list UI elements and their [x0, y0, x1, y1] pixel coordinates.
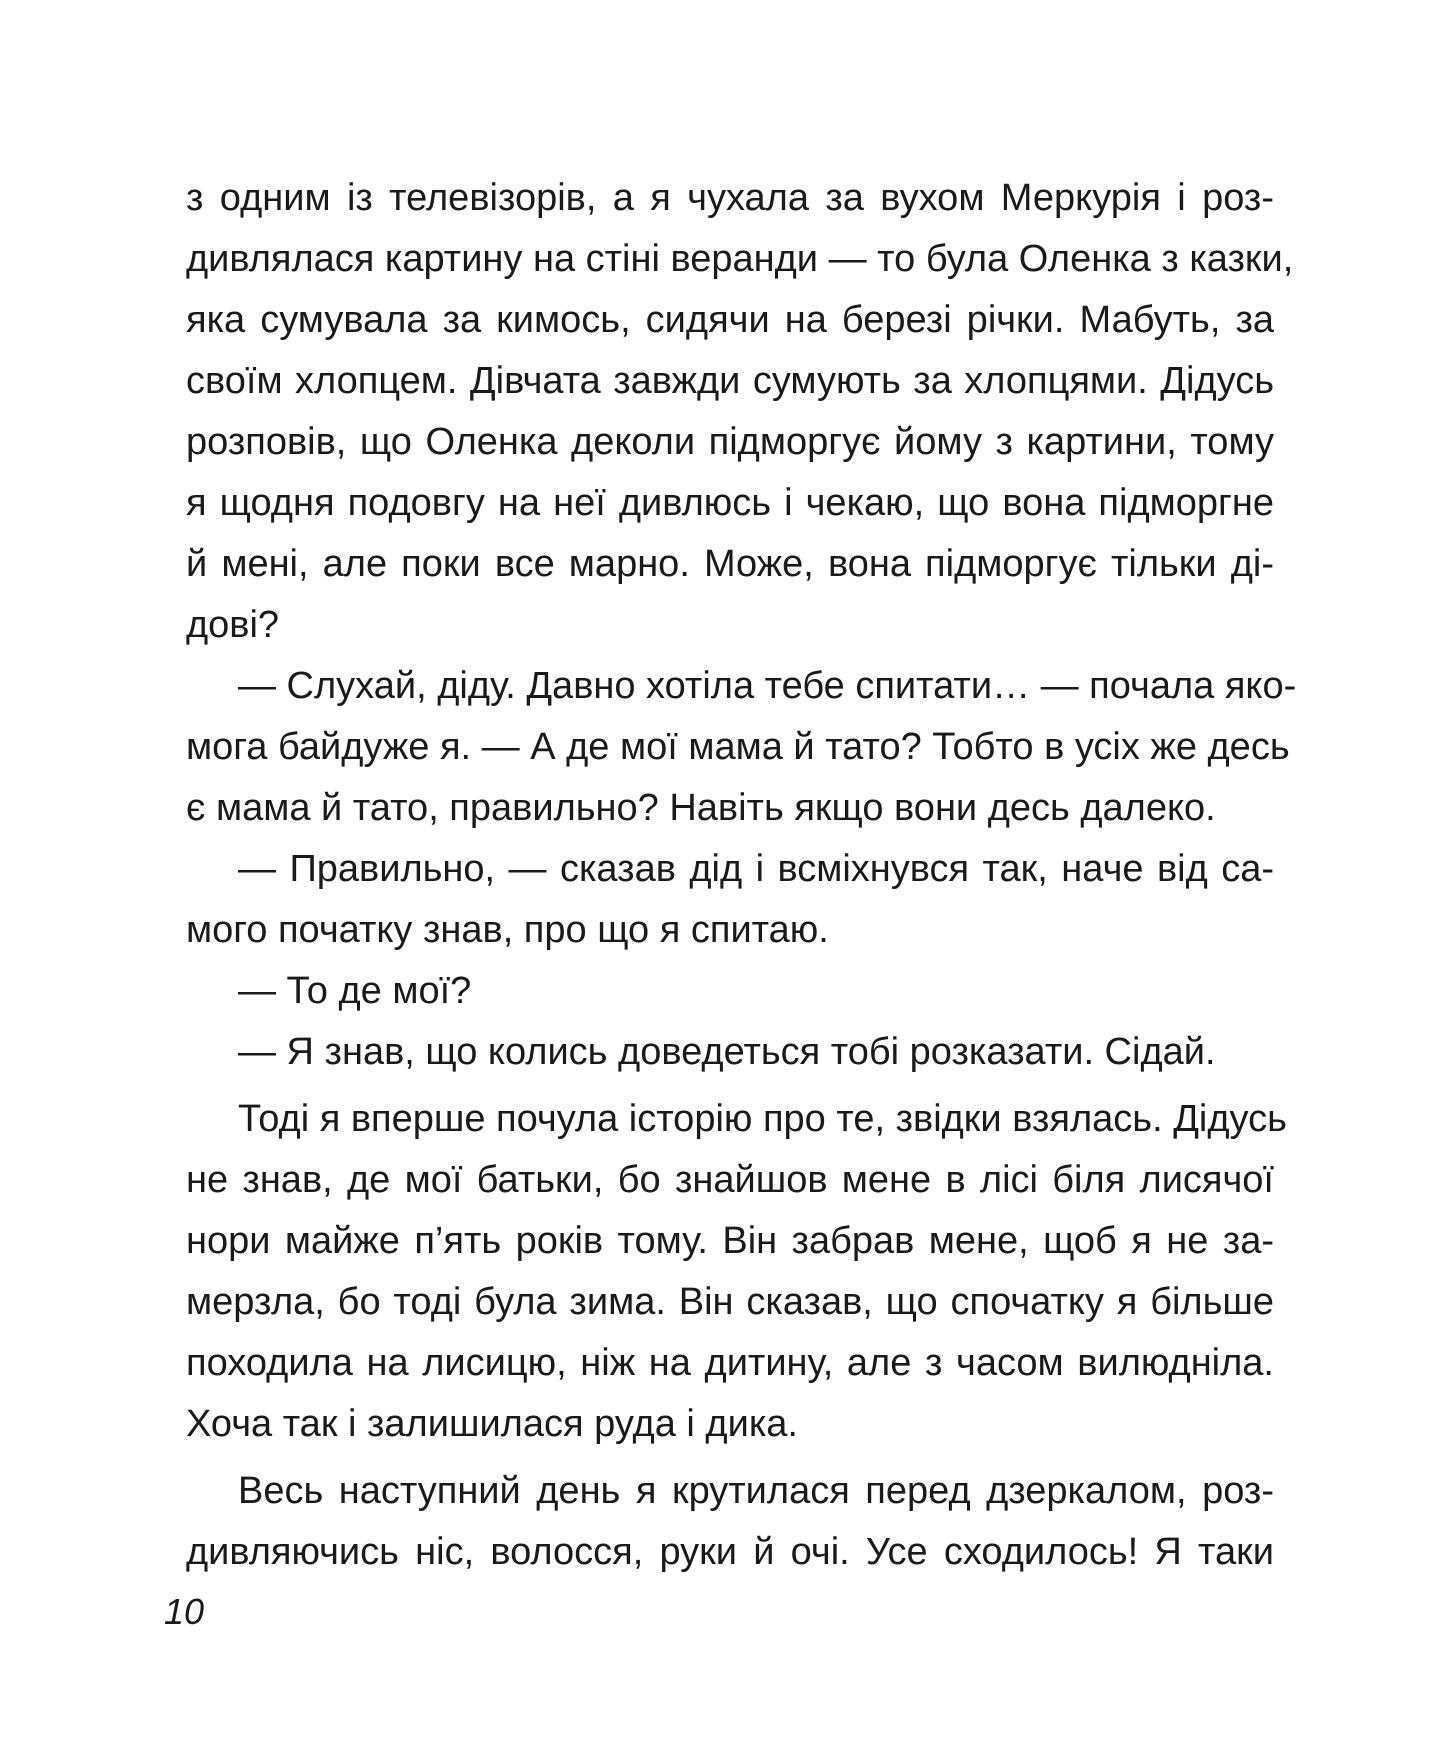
text-line: з одним із телевізорів, а я чухала за вухом Меркурія і роз- — [186, 177, 1274, 219]
text-line: — Я знав, що колись доведеться тобі розказати. Сідай. — [238, 1031, 1216, 1073]
text-line: дові? — [186, 604, 280, 646]
text-line: мерзла, бо тоді була зима. Він сказав, що спочатку я більше — [186, 1281, 1274, 1323]
text-line: — То де мої? — [238, 970, 472, 1012]
text-line: — Правильно, — сказав дід і всміхнувся так, наче від са- — [238, 848, 1274, 890]
text-line: своїм хлопцем. Дівчата завжди сумують за хлопцями. Дідусь — [186, 360, 1274, 402]
body-text — [186, 168, 1297, 1583]
text-line: нори майже п’ять років тому. Він забрав мене, щоб я не за- — [186, 1220, 1274, 1262]
text-line: мого початку знав, про що я спитаю. — [186, 909, 829, 951]
text-line: й мені, але поки все марно. Може, вона підморгує тільки ді- — [186, 543, 1274, 585]
text-line: походила на лисицю, ніж на дитину, але з часом вилюдніла. — [186, 1342, 1274, 1384]
page-number: 10 — [164, 1591, 205, 1632]
text-line: розповів, що Оленка деколи підморгує йому з картини, тому — [186, 421, 1274, 463]
text-line: — Слухай, діду. Давно хотіла тебе спитати… — почала яко- — [238, 665, 1297, 707]
text-line: мога байдуже я. — А де мої мама й тато? Тобто в усіх же десь — [186, 726, 1290, 768]
text-line: не знав, де мої батьки, бо знайшов мене в лісі біля лисячої — [186, 1159, 1274, 1201]
text-line: є мама й тато, правильно? Навіть якщо вони десь далеко. — [186, 787, 1216, 829]
text-line: дивляючись ніс, волосся, руки й очі. Усе сходилось! Я таки — [186, 1531, 1274, 1573]
text-line: Хоча так і залишилася руда і дика. — [186, 1403, 798, 1445]
text-line: дивлялася картину на стіні веранди — то була Оленка з казки, — [186, 238, 1294, 280]
text-line: яка сумувала за кимось, сидячи на березі річки. Мабуть, за — [186, 299, 1274, 341]
text-line: я щодня подовгу на неї дивлюсь і чекаю, що вона підморгне — [186, 482, 1274, 524]
text-line: Тоді я вперше почула історію про те, звідки взялась. Дідусь — [238, 1098, 1287, 1140]
text-line: Весь наступний день я крутилася перед дзеркалом, роз- — [238, 1470, 1274, 1512]
